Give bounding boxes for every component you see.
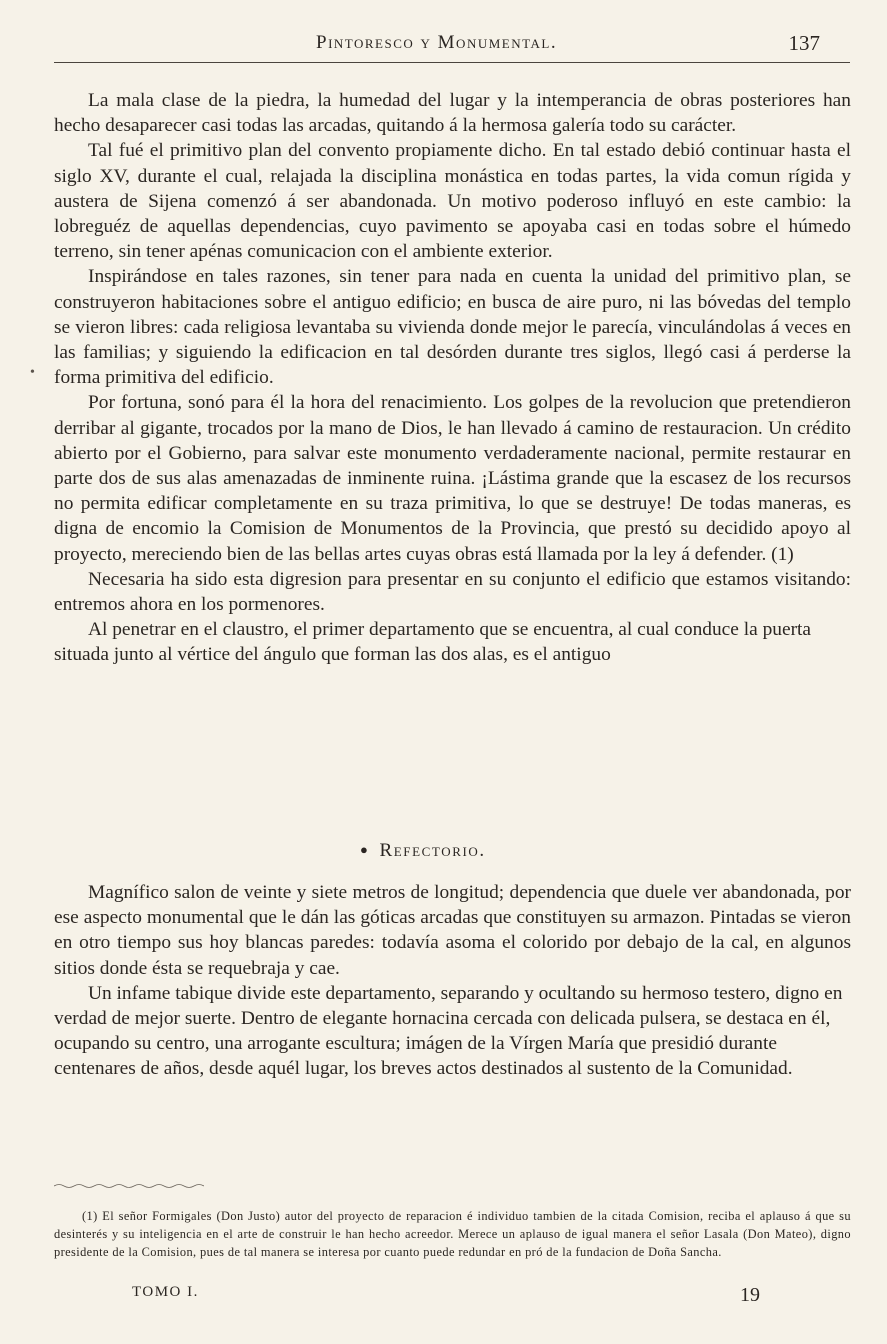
page-number: 137	[788, 31, 820, 55]
section-text	[54, 880, 851, 1082]
margin-mark: •	[30, 365, 35, 380]
bullet-icon: ●	[360, 842, 370, 857]
paragraph: Tal fué el primitivo plan del convento propiamente dicho. En tal estado debió continuar hasta el siglo XV, durante el cual, relajada la disciplina monástica en todas partes, la vida comun rígida y austera de Sijena comenzó á ser abandonada. Un motivo poderoso influyó en este cambio: la lobreguéz de aquellas dependencias, cuyo pavimento se apoyaba casi en todas sobre el húmedo terreno, sin tener apénas comunicacion con el ambiente exterior.	[54, 140, 851, 263]
paragraph: Necesaria ha sido esta digresion para presentar en su conjunto el edificio que estamos visitando: entremos ahora en los pormenores.	[54, 568, 851, 616]
page-header	[54, 30, 850, 63]
paragraph: Inspirándose en tales razones, sin tener para nada en cuenta la unidad del primitivo plan, se construyeron habitaciones sobre el antiguo edificio; en busca de aire puro, ni las bóvedas del templo se vieron libres: cada religiosa levantaba su vivienda donde mejor le parecía, vinculándolas á veces en las familias; y siguiendo la edificacion en tal desórden durante tres siglos, llegó casi á perderse la forma primitiva del edificio.	[54, 266, 851, 389]
sheet-number: 19	[740, 1284, 760, 1306]
section-title: Refectorio.	[379, 840, 486, 861]
running-title: Pintoresco y Monumental.	[316, 32, 558, 53]
paragraph: Al penetrar en el claustro, el primer departamento que se encuentra, al cual conduce la puerta situada junto al vértice del ángulo que forman las dos alas, es el antiguo	[54, 619, 812, 666]
paragraph: La mala clase de la piedra, la humedad del lugar y la intemperancia de obras posteriores han hecho desaparecer casi todas las arcadas, quitando á la hermosa galería todo su carácter.	[54, 90, 851, 137]
paragraph: Magnífico salon de veinte y siete metros de longitud; dependencia que duele ver abandonada, por ese aspecto monumental que le dán las góticas arcadas que constituyen su armazon. Pintadas se vieron en otro tiempo sus hoy blancas paredes: todavía asoma el colorido por debajo de la cal, en algunos sitios donde ésta se requebraja y cae.	[54, 882, 851, 979]
paragraph: Un infame tabique divide este departamento, separando y ocultando su hermoso testero, digno en verdad de mejor suerte. Dentro de elegante hornacina cercada con delicada pulsera, se destaca en él, ocupando su centro, una arrogante escultura; imágen de la Vírgen María que presidió durante centenares de años, desde aquél lugar, los breves actos destinados al sustento de la Comunidad.	[54, 982, 843, 1080]
section-heading	[360, 840, 486, 862]
footnote: (1) El señor Formigales (Don Justo) autor del proyecto de reparacion é individuo tambien de la citada Comision, reciba el aplauso á que su desinterés y su inteligencia en el arte de construir le han hecho acreedor. Merece un aplauso de igual manera el señor Lasala (Don Mateo), digno presidente de la Comision, pues de tal manera se interesa por cuanto puede redundar en pró de la fundacion de Doña Sancha.	[54, 1209, 851, 1259]
main-text	[54, 88, 851, 668]
footnote-rule	[54, 1183, 204, 1189]
paragraph: Por fortuna, sonó para él la hora del renacimiento. Los golpes de la revolucion que pretendieron derribar al gigante, trocados por la mano de Dios, le han llevado á camino de restauracion. Un crédito abierto por el Gobierno, para salvar este monumento verdaderamente nacional, permite restaurar en parte dos de sus alas amenazadas de inminente ruina. ¡Lástima grande que la escasez de los recursos no permita edificar completamente en su traza primitiva, lo que se destruye! De todas maneras, es digna de encomio la Comision de Monumentos de la Provincia, que prestó su decidido apoyo al proyecto, mereciendo bien de las bellas artes cuyas obras está llamada por la ley á defender. (1)	[54, 392, 851, 565]
volume-signature: TOMO I.	[132, 1284, 199, 1300]
